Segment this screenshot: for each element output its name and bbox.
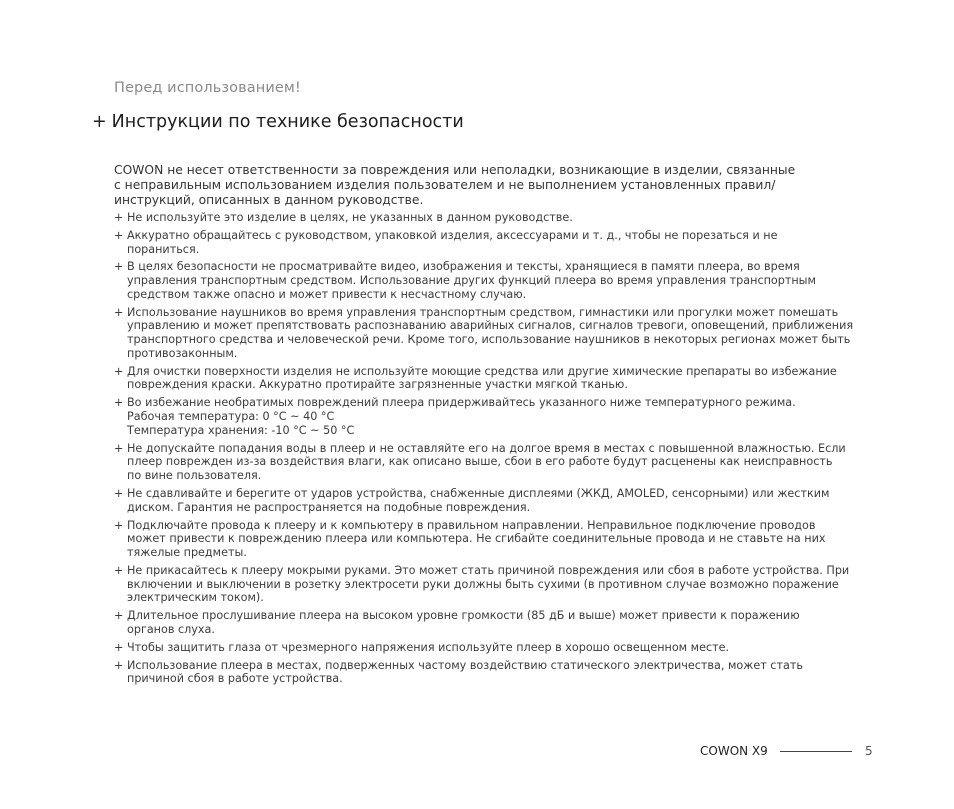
plus-bullet-icon: +	[114, 228, 124, 242]
plus-bullet-icon: +	[114, 260, 124, 274]
instruction-line: Использование плеера в местах, подверженных частому воздействию статического электричества, может стать	[127, 658, 803, 672]
instruction-line: Для очистки поверхности изделия не используйте моющие средства или другие химические препараты во избежание	[127, 364, 837, 378]
instruction-line: органов слуха.	[127, 622, 215, 636]
plus-bullet-icon: +	[114, 364, 124, 378]
footer-divider	[780, 751, 852, 752]
instruction-line: тяжелые предметы.	[127, 545, 247, 559]
footer-brand: COWON X9	[700, 744, 768, 758]
instruction-item	[114, 306, 864, 361]
instruction-item	[114, 564, 864, 605]
page-number: 5	[865, 744, 873, 758]
instruction-item	[114, 229, 864, 256]
instruction-line: диском. Гарантия не распространяется на подобные повреждения.	[127, 500, 531, 514]
intro-line: COWON не несет ответственности за повреждения или неполадки, возникающие в изделии, связанные	[114, 163, 796, 177]
instruction-line: транспортного средства и человеческой речи. Кроме того, использование наушников в некоторых регионах может быть	[127, 333, 851, 347]
instruction-line: Рабочая температура: 0 °C ~ 40 °C	[127, 410, 335, 424]
instruction-line: Подключайте провода к плееру и к компьютеру в правильном направлении. Неправильное подключение проводов	[127, 518, 816, 532]
page-title-text: Инструкции по технике безопасности	[111, 112, 464, 132]
instruction-item	[114, 609, 864, 636]
instruction-line: Во избежание необратимых повреждений плеера придерживайтесь указанного ниже температурного режима.	[127, 396, 796, 410]
plus-bullet-icon: +	[114, 211, 124, 224]
intro-paragraph	[114, 163, 844, 208]
instruction-line: Не прикасайтесь к плееру мокрыми руками. Это может стать причиной повреждения или сбоя в работе устройства. При	[127, 563, 850, 577]
plus-bullet-icon: +	[114, 658, 124, 672]
instruction-item	[114, 442, 864, 483]
plus-bullet-icon: +	[114, 441, 124, 455]
intro-line: с неправильным использованием изделия пользователем и не выполнением установленных правил/	[114, 178, 776, 192]
instruction-line: плеер поврежден из-за воздействия влаги, как описано выше, сбои в его работе будут расценены как неисправность	[127, 455, 833, 469]
section-label: Перед использованием!	[114, 80, 301, 96]
plus-bullet-icon: +	[114, 518, 124, 532]
instruction-line: Не используйте это изделие в целях, не указанных в данном руководстве.	[127, 211, 573, 224]
title-plus-icon: +	[92, 112, 107, 132]
safety-instructions-list	[114, 211, 864, 690]
instruction-line: управления транспортным средством. Использование других функций плеера во время управления транспортным	[127, 274, 816, 288]
instruction-line: Не допускайте попадания воды в плеер и не оставляйте его на долгое время в местах с повышенной влажностью. Если	[127, 441, 846, 455]
plus-bullet-icon: +	[114, 396, 124, 410]
instruction-item	[114, 659, 864, 686]
instruction-line: Длительное прослушивание плеера на высоком уровне громкости (85 дБ и выше) может привести к поражению	[127, 609, 800, 623]
plus-bullet-icon: +	[114, 486, 124, 500]
plus-bullet-icon: +	[114, 640, 124, 654]
plus-bullet-icon: +	[114, 305, 124, 319]
instruction-line: по вине пользователя.	[127, 469, 262, 483]
instruction-line: управлению и может препятствовать распознаванию аварийных сигналов, сигналов тревоги, оповещений, приближения	[127, 319, 854, 333]
instruction-line: включении и выключении в розетку электросети руки должны быть сухими (в противном случае возможно поражение	[127, 577, 839, 591]
instruction-line: Не сдавливайте и берегите от ударов устройства, снабженные дисплеями (ЖКД, AMOLED, сенсорными) или жестким	[127, 486, 830, 500]
instruction-line: Использование наушников во время управления транспортным средством, гимнастики или прогулки может помешать	[127, 305, 839, 319]
instruction-line: повреждения краски. Аккуратно протирайте загрязненные участки мягкой тканью.	[127, 378, 628, 392]
instruction-line: Аккуратно обращайтесь с руководством, упаковкой изделия, аксессуарами и т. д., чтобы не порезаться и не	[127, 228, 778, 242]
instruction-item	[114, 365, 864, 392]
instruction-line: Температура хранения: -10 °C ~ 50 °C	[127, 423, 355, 437]
instruction-item	[114, 396, 864, 437]
instruction-line: В целях безопасности не просматривайте видео, изображения и тексты, хранящиеся в памяти плеера, во время	[127, 260, 800, 274]
plus-bullet-icon: +	[114, 609, 124, 623]
instruction-item	[114, 211, 864, 225]
instruction-line: средством также опасно и может привести к несчастному случаю.	[127, 287, 527, 301]
instruction-item	[114, 487, 864, 514]
page-title	[92, 112, 464, 132]
instruction-line: причиной сбоя в работе устройства.	[127, 672, 343, 686]
instruction-line: может привести к повреждению плеера или компьютера. Не сгибайте соединительные провода и не ставьте на них	[127, 532, 826, 546]
intro-line: инструкций, описанных в данном руководстве.	[114, 193, 424, 207]
instruction-item	[114, 641, 864, 655]
instruction-line: пораниться.	[127, 242, 200, 256]
plus-bullet-icon: +	[114, 563, 124, 577]
instruction-line: электрическим током).	[127, 591, 264, 605]
instruction-line: Чтобы защитить глаза от чрезмерного напряжения используйте плеер в хорошо освещенном месте.	[127, 640, 730, 654]
instruction-line: противозаконным.	[127, 346, 238, 360]
instruction-item	[114, 519, 864, 560]
instruction-item	[114, 260, 864, 301]
